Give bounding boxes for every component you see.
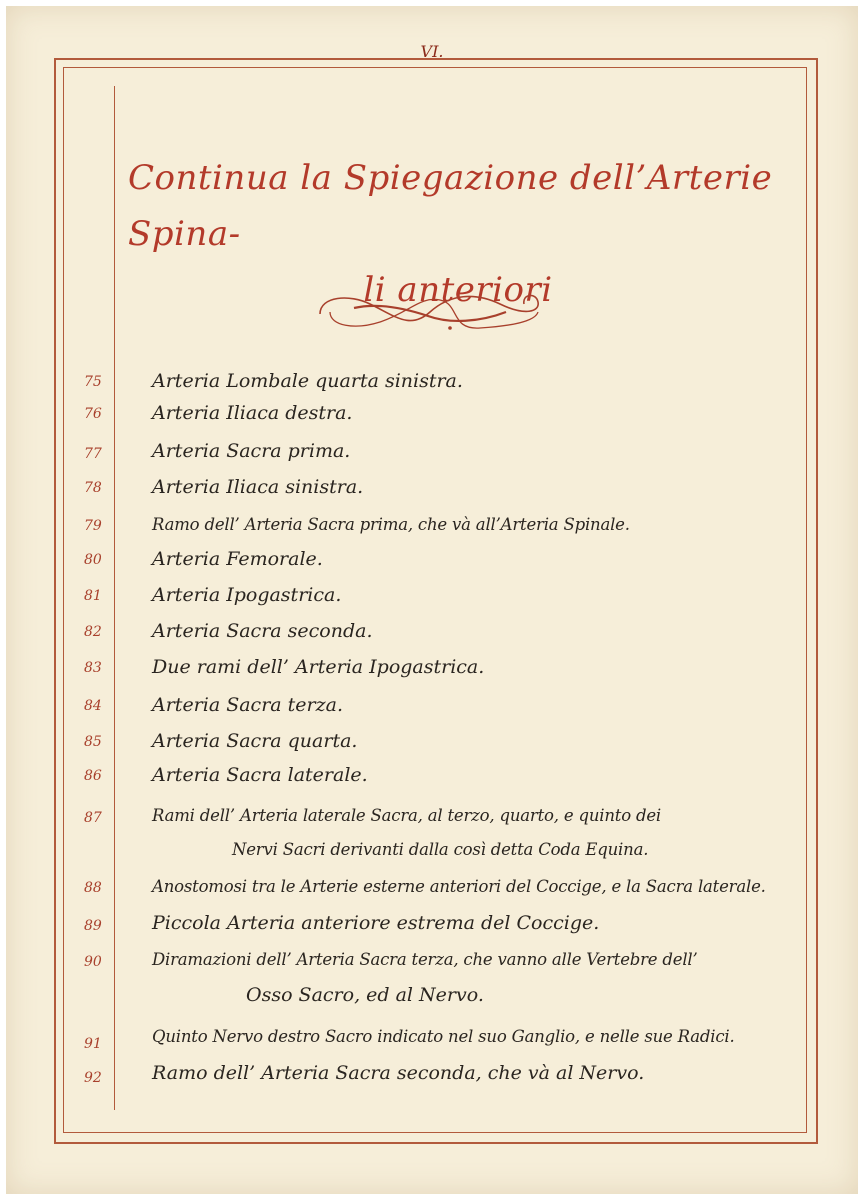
entry-text: Arteria Iliaca destra. bbox=[152, 402, 353, 424]
entry-text: Arteria Femorale. bbox=[152, 548, 323, 570]
list-item bbox=[0, 368, 866, 402]
entry-number: 84 bbox=[84, 698, 102, 714]
list-item bbox=[0, 874, 866, 908]
entry-number: 76 bbox=[84, 406, 102, 422]
entry-text: Diramazioni dell’ Arteria Sacra terza, che vanno alle Vertebre dell’ bbox=[152, 950, 698, 969]
list-item bbox=[0, 948, 866, 1018]
entry-text: Arteria Sacra quarta. bbox=[152, 730, 358, 752]
list-item bbox=[0, 582, 866, 616]
entry-text: Arteria Sacra prima. bbox=[152, 440, 351, 462]
list-item bbox=[0, 400, 866, 434]
entry-text: Rami dell’ Arteria laterale Sacra, al terzo, quarto, e quinto dei bbox=[152, 806, 661, 825]
entry-number: 87 bbox=[84, 810, 102, 826]
entry-number: 85 bbox=[84, 734, 102, 750]
list-item bbox=[0, 438, 866, 472]
list-item bbox=[0, 1024, 866, 1058]
list-item bbox=[0, 474, 866, 508]
entry-text: Ramo dell’ Arteria Sacra prima, che và all’Arteria Spinale. bbox=[152, 515, 630, 534]
entry-number: 83 bbox=[84, 660, 102, 676]
entry-number: 91 bbox=[84, 1036, 102, 1052]
entry-text: Arteria Sacra terza. bbox=[152, 694, 343, 716]
list-item bbox=[0, 546, 866, 580]
entry-number: 77 bbox=[84, 446, 102, 462]
list-item bbox=[0, 804, 866, 874]
entry-text: Ramo dell’ Arteria Sacra seconda, che và al Nervo. bbox=[152, 1062, 645, 1084]
entry-text: Quinto Nervo destro Sacro indicato nel suo Ganglio, e nelle sue Radici. bbox=[152, 1027, 735, 1046]
entry-text-continued: Osso Sacro, ed al Nervo. bbox=[246, 984, 484, 1006]
flourish-ornament bbox=[310, 282, 550, 342]
page-number: VI. bbox=[420, 42, 444, 61]
title-line-1: Continua la Spiegazione dell’Arterie Spina- bbox=[128, 158, 773, 254]
entry-text: Arteria Lombale quarta sinistra. bbox=[152, 370, 463, 392]
title-line-2: li anteriori bbox=[363, 270, 553, 310]
entry-number: 82 bbox=[84, 624, 102, 640]
entry-number: 80 bbox=[84, 552, 102, 568]
entry-text: Arteria Iliaca sinistra. bbox=[152, 476, 364, 498]
entry-text-continued: Nervi Sacri derivanti dalla così detta Coda Equina. bbox=[232, 840, 649, 859]
list-item bbox=[0, 654, 866, 688]
entry-text: Piccola Arteria anteriore estrema del Coccige. bbox=[152, 912, 600, 934]
entry-number: 81 bbox=[84, 588, 102, 604]
entry-number: 75 bbox=[84, 374, 102, 390]
list-item bbox=[0, 910, 866, 944]
list-item bbox=[0, 512, 866, 546]
entry-text: Arteria Sacra laterale. bbox=[152, 764, 368, 786]
entry-number: 86 bbox=[84, 768, 102, 784]
entry-text: Arteria Sacra seconda. bbox=[152, 620, 373, 642]
list-item bbox=[0, 692, 866, 726]
entry-number: 79 bbox=[84, 518, 102, 534]
list-item bbox=[0, 728, 866, 762]
entry-text: Due rami dell’ Arteria Ipogastrica. bbox=[152, 656, 485, 678]
list-item bbox=[0, 1060, 866, 1094]
entry-number: 90 bbox=[84, 954, 102, 970]
entry-number: 88 bbox=[84, 880, 102, 896]
entry-number: 92 bbox=[84, 1070, 102, 1086]
entry-number: 89 bbox=[84, 918, 102, 934]
list-item bbox=[0, 762, 866, 796]
entry-text: Arteria Ipogastrica. bbox=[152, 584, 342, 606]
entry-text: Anostomosi tra le Arterie esterne anteriori del Coccige, e la Sacra laterale. bbox=[152, 877, 766, 896]
entry-number: 78 bbox=[84, 480, 102, 496]
list-item bbox=[0, 618, 866, 652]
